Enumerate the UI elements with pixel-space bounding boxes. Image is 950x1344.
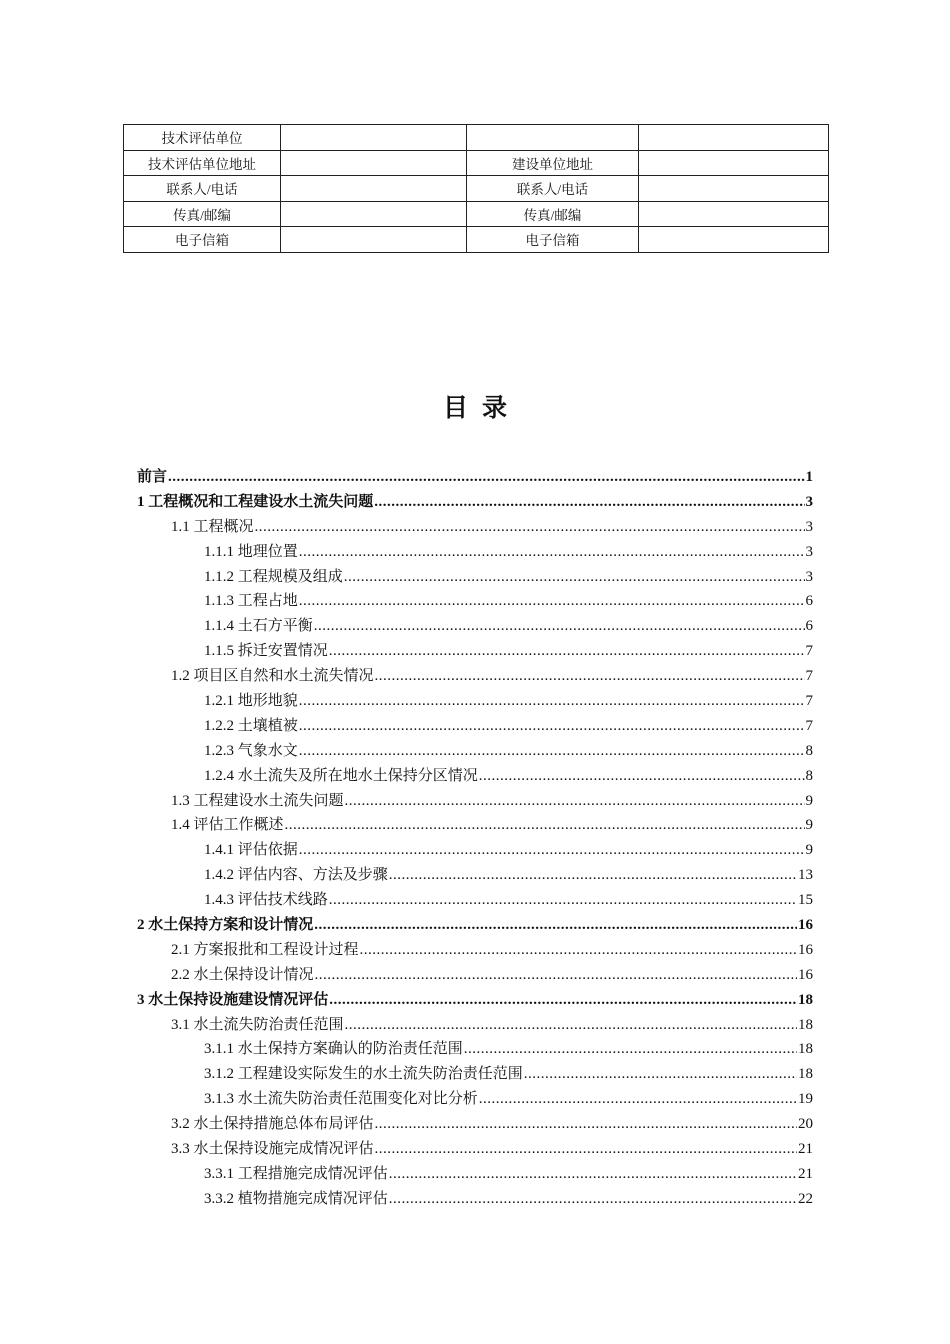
toc-entry-page: 6 xyxy=(805,618,813,635)
toc-entry-page: 21 xyxy=(798,1141,813,1158)
toc-leader-dots xyxy=(375,1137,797,1162)
toc-entry-page: 8 xyxy=(805,742,813,759)
toc-entry[interactable] xyxy=(137,888,813,913)
toc-entry-page: 21 xyxy=(798,1165,813,1182)
toc-entry-page: 20 xyxy=(798,1116,813,1133)
toc-entry-label: 1.4.2 评估内容、方法及步骤 xyxy=(204,867,388,884)
info-label-cell: 建设单位地址 xyxy=(467,150,639,176)
toc-entry[interactable] xyxy=(137,714,813,739)
toc-entry-label: 1.2.3 气象水文 xyxy=(204,742,298,759)
toc-entry-label: 3.1.1 水土保持方案确认的防治责任范围 xyxy=(204,1041,463,1058)
toc-leader-dots xyxy=(329,639,805,664)
toc-entry-page: 18 xyxy=(798,991,813,1008)
toc-leader-dots xyxy=(299,739,805,764)
toc-entry-label: 1.1.1 地理位置 xyxy=(204,543,298,560)
toc-entry[interactable] xyxy=(137,614,813,639)
toc-leader-dots xyxy=(389,1187,797,1212)
toc-entry-page: 6 xyxy=(805,593,813,610)
info-table-row xyxy=(124,227,829,253)
toc-entry[interactable] xyxy=(137,838,813,863)
toc-entry-page: 8 xyxy=(805,767,813,784)
toc-entry-page: 3 xyxy=(805,568,813,585)
toc-entry[interactable] xyxy=(137,540,813,565)
toc-entry-label: 3.1.3 水土流失防治责任范围变化对比分析 xyxy=(204,1091,478,1108)
toc-entry[interactable] xyxy=(137,938,813,963)
toc-entry-page: 19 xyxy=(798,1091,813,1108)
info-value-cell xyxy=(639,227,829,253)
toc-entry[interactable] xyxy=(137,739,813,764)
toc-leader-dots xyxy=(479,1087,797,1112)
toc-entry-page: 1 xyxy=(805,469,813,485)
toc-entry-label: 3.1 水土流失防治责任范围 xyxy=(171,1016,344,1033)
toc-entry-label: 1.1 工程概况 xyxy=(171,518,254,535)
toc-leader-dots xyxy=(479,764,805,789)
toc-leader-dots xyxy=(255,515,805,540)
toc-leader-dots xyxy=(329,988,797,1013)
toc-entry-page: 13 xyxy=(798,867,813,884)
toc-entry-page: 9 xyxy=(805,817,813,834)
info-table-row xyxy=(124,176,829,202)
toc-entry-label: 1.3 工程建设水土流失问题 xyxy=(171,792,344,809)
toc-entry-page: 3 xyxy=(805,518,813,535)
toc-leader-dots xyxy=(329,888,797,913)
toc-entry[interactable] xyxy=(137,465,813,490)
toc-entry-page: 16 xyxy=(798,966,813,983)
toc-entry[interactable] xyxy=(137,1187,813,1212)
toc-entry-label: 1.1.4 土石方平衡 xyxy=(204,618,313,635)
info-label-cell: 电子信箱 xyxy=(467,227,639,253)
toc-entry-label: 1.1.5 拆迁安置情况 xyxy=(204,643,328,660)
toc-leader-dots xyxy=(389,1162,797,1187)
toc-leader-dots xyxy=(299,689,805,714)
info-label-cell: 电子信箱 xyxy=(124,227,281,253)
info-value-cell xyxy=(639,150,829,176)
info-label-cell: 联系人/电话 xyxy=(124,176,281,202)
toc-entry-page: 18 xyxy=(798,1016,813,1033)
toc-entry-label: 2.1 方案报批和工程设计过程 xyxy=(171,941,359,958)
toc-entry-label: 1.4.1 评估依据 xyxy=(204,842,298,859)
toc-leader-dots xyxy=(314,614,805,639)
toc-leader-dots xyxy=(375,664,805,689)
toc-leader-dots xyxy=(299,714,805,739)
toc-entry-label: 3.1.2 工程建设实际发生的水土流失防治责任范围 xyxy=(204,1066,523,1083)
toc-entry-label: 3 水土保持设施建设情况评估 xyxy=(137,991,329,1008)
toc-leader-dots xyxy=(345,1013,797,1038)
toc-leader-dots xyxy=(345,789,805,814)
toc-entry-page: 22 xyxy=(798,1190,813,1207)
toc-entry-page: 3 xyxy=(805,493,813,510)
toc-entry-label: 2.2 水土保持设计情况 xyxy=(171,966,314,983)
toc-entry[interactable] xyxy=(137,589,813,614)
toc-leader-dots xyxy=(314,913,797,938)
toc-leader-dots xyxy=(389,863,797,888)
info-label-cell xyxy=(467,125,639,151)
toc-entry-label: 1.4 评估工作概述 xyxy=(171,817,284,834)
toc-leader-dots xyxy=(360,938,797,963)
toc-entry[interactable] xyxy=(137,639,813,664)
toc-entry-label: 1.4.3 评估技术线路 xyxy=(204,892,328,909)
toc-leader-dots xyxy=(344,565,805,590)
toc-entry-label: 1.1.2 工程规模及组成 xyxy=(204,568,343,585)
toc-entry-label: 1.2.4 水土流失及所在地水土保持分区情况 xyxy=(204,767,478,784)
info-label-cell: 传真/邮编 xyxy=(124,201,281,227)
toc-entry-label: 1.2.2 土壤植被 xyxy=(204,717,298,734)
info-label-cell: 联系人/电话 xyxy=(467,176,639,202)
info-table-row xyxy=(124,201,829,227)
toc-entry[interactable] xyxy=(137,789,813,814)
toc-entry[interactable] xyxy=(137,863,813,888)
toc-entry-page: 18 xyxy=(798,1066,813,1083)
toc-entry-page: 9 xyxy=(805,842,813,859)
toc-leader-dots xyxy=(299,838,805,863)
toc-entry-page: 15 xyxy=(798,892,813,909)
info-value-cell xyxy=(281,201,467,227)
toc-entry-label: 3.3.1 工程措施完成情况评估 xyxy=(204,1165,388,1182)
toc-entry[interactable] xyxy=(137,664,813,689)
toc-entry[interactable] xyxy=(137,1112,813,1137)
toc-entry[interactable] xyxy=(137,1137,813,1162)
table-of-contents xyxy=(137,465,813,1212)
toc-entry[interactable] xyxy=(137,1162,813,1187)
toc-entry-page: 16 xyxy=(798,917,813,934)
toc-entry[interactable] xyxy=(137,689,813,714)
info-value-cell xyxy=(281,227,467,253)
toc-entry-page: 7 xyxy=(805,668,813,685)
toc-leader-dots xyxy=(315,963,797,988)
toc-leader-dots xyxy=(524,1062,797,1087)
toc-entry-page: 9 xyxy=(805,792,813,809)
info-value-cell xyxy=(281,150,467,176)
info-value-cell xyxy=(281,125,467,151)
toc-entry[interactable] xyxy=(137,988,813,1013)
toc-entry-label: 1 工程概况和工程建设水土流失问题 xyxy=(137,493,374,510)
toc-entry[interactable] xyxy=(137,1037,813,1062)
info-table xyxy=(123,124,829,253)
toc-entry-label: 1.1.3 工程占地 xyxy=(204,593,298,610)
info-label-cell: 技术评估单位地址 xyxy=(124,150,281,176)
toc-leader-dots xyxy=(168,465,804,490)
toc-entry[interactable] xyxy=(137,913,813,938)
toc-entry-label: 2 水土保持方案和设计情况 xyxy=(137,917,314,934)
toc-entry[interactable] xyxy=(137,1062,813,1087)
toc-entry-label: 3.2 水土保持措施总体布局评估 xyxy=(171,1116,374,1133)
info-table-body xyxy=(124,125,829,253)
toc-entry-label: 3.3 水土保持设施完成情况评估 xyxy=(171,1141,374,1158)
toc-entry[interactable] xyxy=(137,565,813,590)
toc-entry[interactable] xyxy=(137,1087,813,1112)
toc-entry-page: 18 xyxy=(798,1041,813,1058)
toc-entry[interactable] xyxy=(137,1013,813,1038)
toc-leader-dots xyxy=(285,813,805,838)
toc-title: 目录 xyxy=(442,395,521,422)
info-label-cell: 传真/邮编 xyxy=(467,201,639,227)
toc-entry-label: 1.2 项目区自然和水土流失情况 xyxy=(171,668,374,685)
toc-leader-dots xyxy=(375,1112,797,1137)
toc-entry-page: 7 xyxy=(805,693,813,710)
toc-leader-dots xyxy=(464,1037,797,1062)
info-value-cell xyxy=(639,176,829,202)
info-value-cell xyxy=(639,125,829,151)
toc-leader-dots xyxy=(374,490,804,515)
toc-entry[interactable] xyxy=(137,490,813,515)
toc-leader-dots xyxy=(299,589,805,614)
info-table-row xyxy=(124,150,829,176)
info-label-cell: 技术评估单位 xyxy=(124,125,281,151)
toc-leader-dots xyxy=(299,540,805,565)
info-value-cell xyxy=(639,201,829,227)
toc-entry-page: 3 xyxy=(805,543,813,560)
toc-entry-label: 3.3.2 植物措施完成情况评估 xyxy=(204,1190,388,1207)
toc-entry[interactable] xyxy=(137,813,813,838)
toc-entry[interactable] xyxy=(137,764,813,789)
info-value-cell xyxy=(281,176,467,202)
toc-entry-label: 1.2.1 地形地貌 xyxy=(204,693,298,710)
toc-entry-page: 7 xyxy=(805,643,813,660)
info-table-row xyxy=(124,125,829,151)
toc-entry-page: 16 xyxy=(798,941,813,958)
toc-entry[interactable] xyxy=(137,515,813,540)
toc-entry-label: 前言 xyxy=(137,469,168,485)
toc-entry[interactable] xyxy=(137,963,813,988)
toc-entry-page: 7 xyxy=(805,717,813,734)
